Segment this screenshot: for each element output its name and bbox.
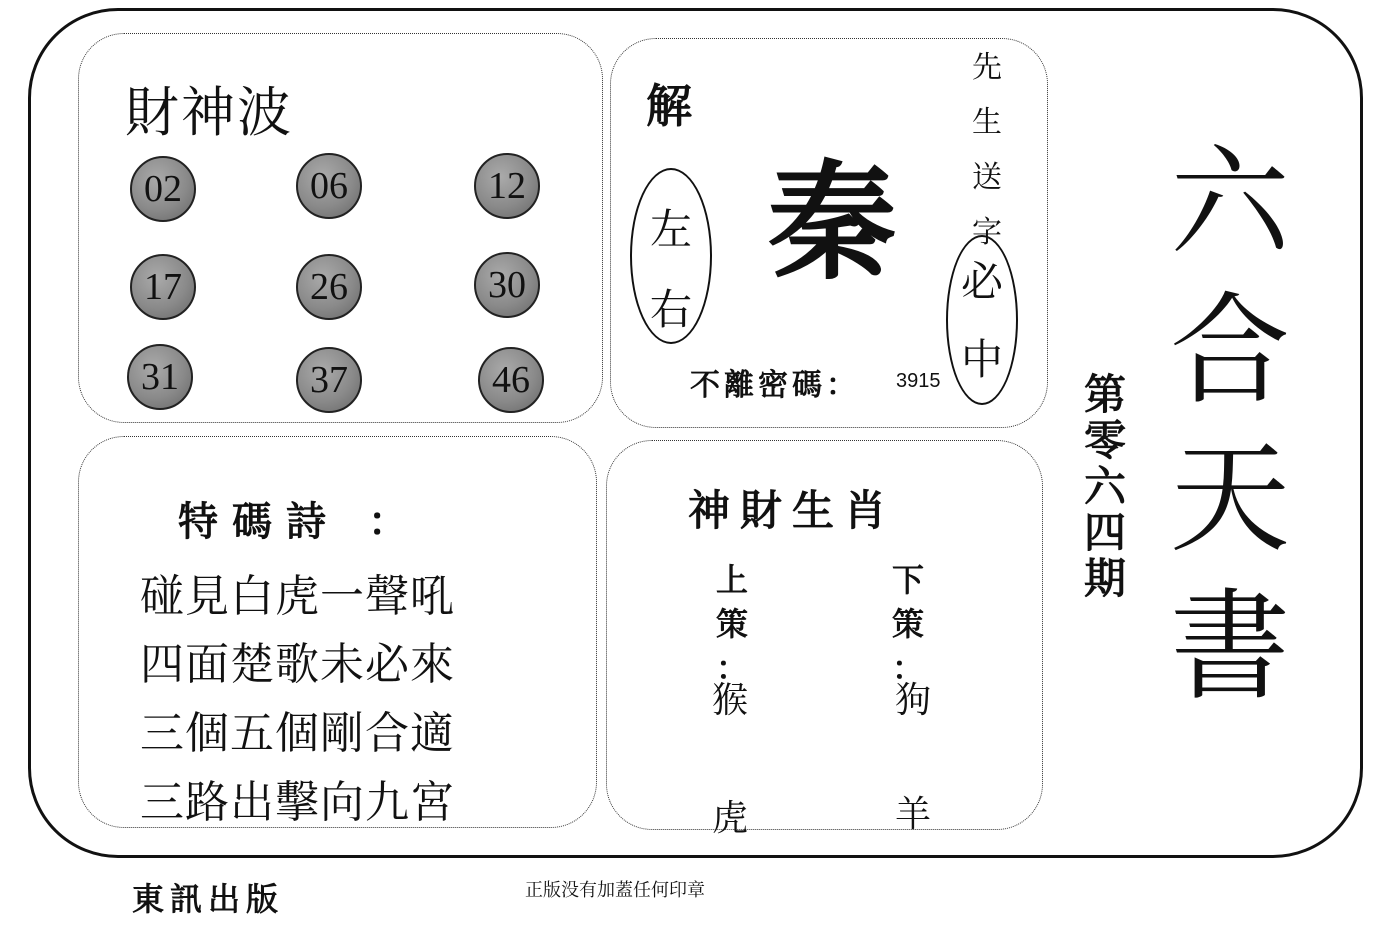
title-char: 書: [1170, 578, 1290, 717]
bizhong-char: 中: [960, 335, 1003, 384]
lower-animal: 羊: [894, 794, 931, 835]
issue-number: [1080, 372, 1130, 602]
title-char: 天: [1170, 430, 1290, 569]
number-ball: 17: [130, 254, 196, 320]
poem-line: 四面楚歌未必來: [140, 639, 455, 690]
sent-char: 字: [972, 215, 1002, 250]
sent-char: 送: [972, 160, 1002, 195]
issue-char: 期: [1083, 554, 1126, 603]
number-ball: 31: [127, 344, 193, 410]
number-ball: 46: [478, 347, 544, 413]
main-title: [1160, 130, 1300, 722]
issue-char: 四: [1083, 508, 1126, 557]
authenticity-notice: 正版没有加蓋任何印章: [525, 880, 705, 901]
title-char: 六: [1170, 134, 1290, 273]
label-char: 下: [891, 561, 924, 599]
label-char: 策: [891, 605, 924, 643]
left-char: 左: [649, 205, 692, 254]
lower-animal: 狗: [894, 680, 931, 721]
sent-char: 生: [972, 105, 1002, 140]
lower-strategy-label: [888, 558, 928, 690]
bizhong-char: 必: [960, 257, 1003, 306]
code-label: 不離密碼：: [690, 368, 860, 403]
label-char: ：: [715, 649, 748, 687]
number-ball: 06: [296, 153, 362, 219]
issue-char: 零: [1083, 416, 1126, 465]
poem-line: 三路出擊向九宮: [140, 777, 455, 828]
upper-animal: 虎: [711, 798, 748, 839]
main-character: 秦: [768, 149, 897, 298]
zodiac-title: 神財生肖: [688, 486, 897, 535]
publisher: 東訊出版: [132, 880, 285, 918]
label-char: 上: [715, 561, 748, 599]
upper-animal: 猴: [711, 680, 748, 721]
title-char: 合: [1170, 282, 1290, 421]
label-char: 策: [715, 605, 748, 643]
sent-char: 先: [972, 50, 1002, 85]
wave-title: 財神波: [125, 81, 293, 144]
jie-label: 解: [646, 79, 692, 133]
issue-char: 第: [1083, 370, 1126, 419]
upper-strategy-label: [712, 558, 752, 690]
left-right-text: [643, 190, 699, 350]
poem-line: 碰見白虎一聲吼: [140, 571, 455, 622]
number-ball: 12: [474, 153, 540, 219]
bizhong-text: [952, 243, 1012, 399]
right-char: 右: [649, 285, 692, 334]
number-ball: 02: [130, 156, 196, 222]
number-ball: 26: [296, 254, 362, 320]
number-ball: 30: [474, 252, 540, 318]
number-ball: 37: [296, 347, 362, 413]
label-char: ：: [891, 649, 924, 687]
poem-title: 特碼詩 ：: [178, 499, 422, 545]
issue-char: 六: [1083, 462, 1126, 511]
sent-label: [972, 40, 1002, 260]
code-value: 3915: [896, 370, 941, 392]
poem-line: 三個五個剛合適: [140, 708, 455, 759]
